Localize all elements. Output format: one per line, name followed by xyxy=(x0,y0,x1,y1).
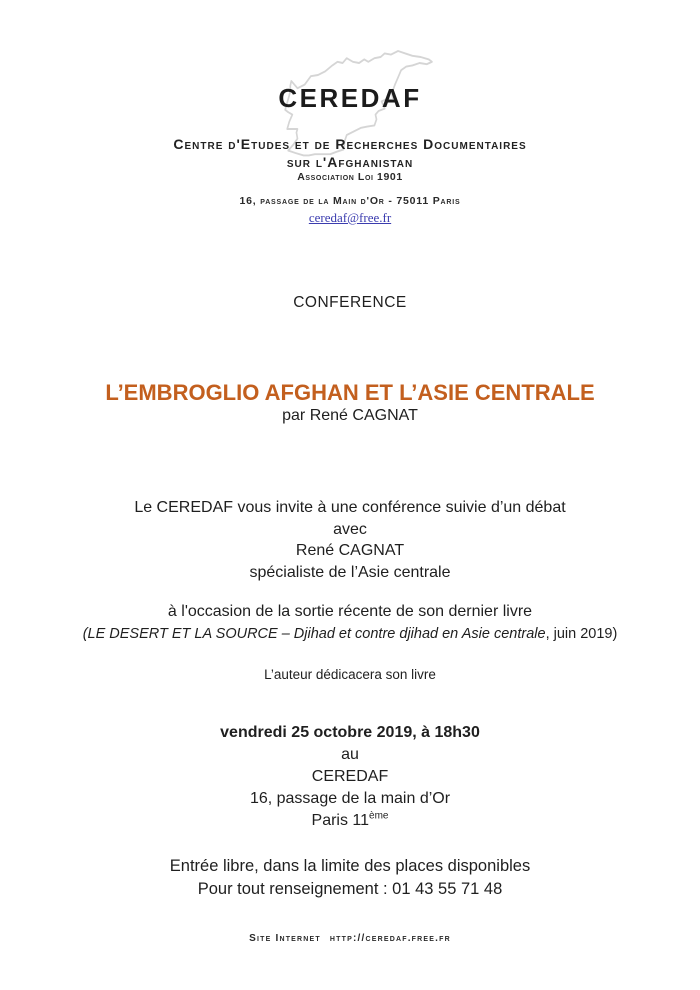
invitation-block xyxy=(0,497,700,583)
dedication-line: L’auteur dédicacera son livre xyxy=(264,667,436,682)
book-title: (LE DESERT ET LA SOURCE – Djihad et contre djihad en Asie centrale xyxy=(82,626,546,642)
association-line: Association Loi 1901 xyxy=(297,171,403,183)
org-acronym: CEREDAF xyxy=(278,83,422,113)
site-footer xyxy=(0,933,700,944)
org-name-line1: Centre d'Etudes et de Recherches Documentaires xyxy=(173,136,527,152)
schedule-line: 16, passage de la main d’Or xyxy=(249,790,451,807)
schedule-line: au xyxy=(341,746,359,763)
invitation-line: avec xyxy=(333,520,367,538)
org-address: 16, passage de la Main d'Or - 75011 Paris xyxy=(239,195,461,207)
occasion-line: à l'occasion de la sortie récente de son dernier livre xyxy=(167,603,533,620)
email-row xyxy=(0,209,700,227)
invitation-line: spécialiste de l’Asie centrale xyxy=(249,563,451,581)
event-datetime: vendredi 25 octobre 2019, à 18h30 xyxy=(220,724,480,741)
book-reference-line xyxy=(0,626,700,642)
city: Paris 11 xyxy=(311,812,370,829)
org-name-line2: sur l'Afghanistan xyxy=(286,154,414,170)
email-link[interactable]: ceredaf@free.fr xyxy=(308,210,392,225)
schedule-line: CEREDAF xyxy=(311,768,389,785)
invitation-line: René CAGNAT xyxy=(295,542,405,559)
city-ordinal-suffix: ème xyxy=(369,810,389,822)
event-title: L’EMBROGLIO AFGHAN ET L’ASIE CENTRALE xyxy=(105,380,595,405)
event-byline: par René CAGNAT xyxy=(282,407,418,424)
notes-block xyxy=(0,855,700,900)
book-date: , juin 2019) xyxy=(545,626,618,642)
free-entry-line: Entrée libre, dans la limite des places disponibles xyxy=(169,857,531,875)
schedule-block xyxy=(0,722,700,832)
contact-line: Pour tout renseignement : 01 43 55 71 48 xyxy=(197,879,503,898)
site-label: Site Internet xyxy=(249,933,321,944)
site-url: http://ceredaf.free.fr xyxy=(329,933,451,944)
schedule-city-line xyxy=(0,810,700,832)
invitation-line: Le CEREDAF vous invite à une conférence suivie d’un débat xyxy=(134,499,566,516)
conference-label: CONFERENCE xyxy=(293,294,407,311)
